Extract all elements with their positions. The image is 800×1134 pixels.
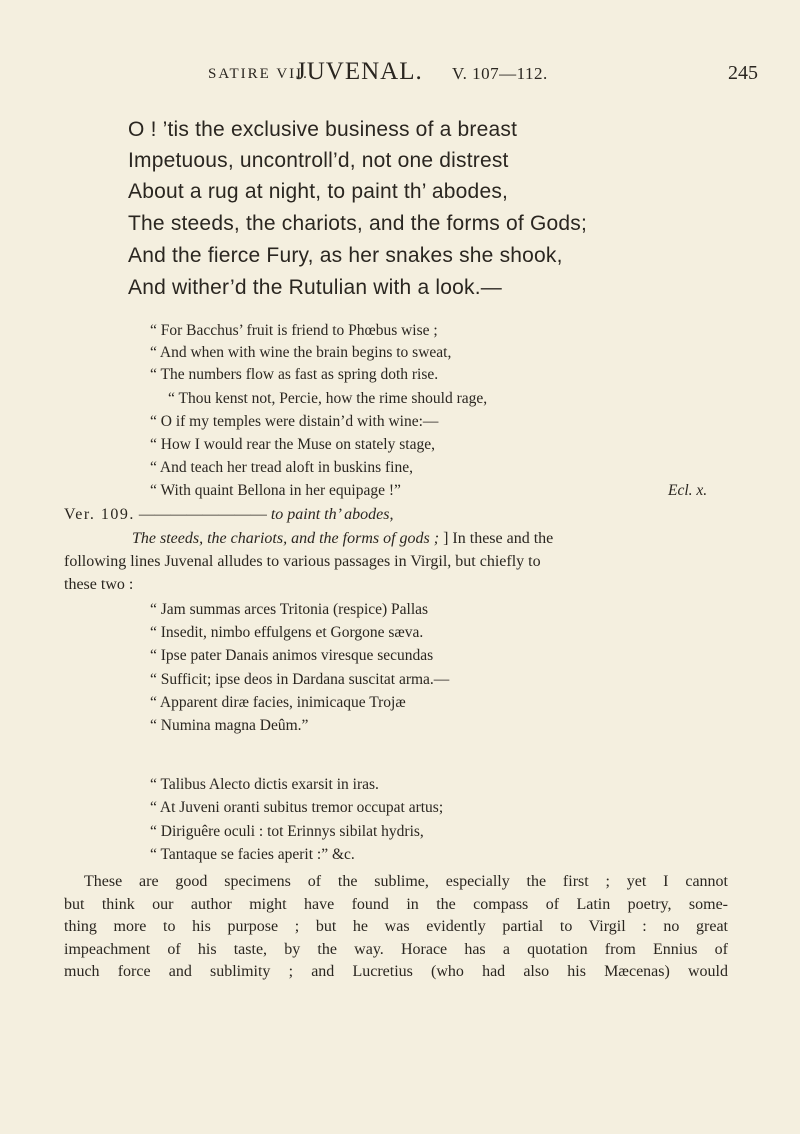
verse-line: And wither’d the Rutulian with a look.— xyxy=(128,276,502,299)
note-line-2 xyxy=(132,530,553,548)
quote-line: “ For Bacchus’ fruit is friend to Phœbus wise ; xyxy=(150,322,438,339)
paragraph-line: impeachment of his taste, by the way. Horace has a quotation from Ennius of xyxy=(64,940,728,958)
paragraph-line: much force and sublimity ; and Lucretius (who had also his Mæcenas) would xyxy=(64,963,728,981)
quote-line: “ Talibus Alecto dictis exarsit in iras. xyxy=(150,776,379,793)
quote-line: “ Thou kenst not, Percie, how the rime should rage, xyxy=(168,390,488,407)
verse-line: O ! ’tis the exclusive business of a breast xyxy=(128,118,518,141)
quote-line: “ Jam summas arces Tritonia (respice) Pallas xyxy=(150,601,429,618)
verse-line: The steeds, the chariots, and the forms of Gods; xyxy=(128,212,587,235)
verse-line: And the fierce Fury, as her snakes she shook, xyxy=(128,244,563,267)
quote-source: Ecl. x. xyxy=(668,482,708,499)
lemma-dash: ———————— xyxy=(138,506,267,523)
verse-line: Impetuous, uncontroll’d, not one distrest xyxy=(128,149,509,172)
paragraph-line: thing more to his purpose ; but he was evidently partial to Virgil : no great xyxy=(64,918,728,936)
quote-line: “ Insedit, nimbo effulgens et Gorgone sæva. xyxy=(150,624,424,641)
quote-line: “ Tantaque se facies aperit :” &c. xyxy=(150,846,355,863)
header-author: JUVENAL. xyxy=(296,58,423,85)
paragraph-line: These are good specimens of the sublime, especially the first ; yet I cannot xyxy=(84,873,728,890)
quote-line: “ Diriguêre oculi : tot Erinnys sibilat hydris, xyxy=(150,823,424,840)
paragraph-line: but think our author might have found in the compass of Latin poetry, some- xyxy=(64,895,728,913)
running-header xyxy=(0,58,800,98)
page-number: 245 xyxy=(728,62,758,84)
note-line-4: these two : xyxy=(64,576,134,593)
verse-line: About a rug at night, to paint th’ abodes, xyxy=(128,180,509,203)
quote-line: “ The numbers flow as fast as spring doth rise. xyxy=(150,366,439,383)
verse-reference: Ver. 109. xyxy=(64,506,135,523)
quote-line: “ At Juveni oranti subitus tremor occupat artus; xyxy=(150,799,444,816)
note-lemma-line xyxy=(64,506,394,524)
quote-line: “ And teach her tread aloft in buskins fine, xyxy=(150,459,413,476)
lemma-continued: The steeds, the chariots, and the forms of gods ; xyxy=(132,530,440,547)
quote-line: “ And when with wine the brain begins to sweat, xyxy=(150,344,452,361)
quote-line: “ How I would rear the Muse on stately stage, xyxy=(150,436,435,453)
header-line-range: V. 107—112. xyxy=(452,64,548,83)
quote-line: “ Ipse pater Danais animos viresque secundas xyxy=(150,647,434,664)
quote-line: “ O if my temples were distain’d with wine:— xyxy=(150,413,439,430)
header-satire: SATIRE VII. xyxy=(208,66,309,82)
quote-line: “ Numina magna Deûm.” xyxy=(150,717,309,734)
quote-line: “ With quaint Bellona in her equipage !” xyxy=(150,482,401,499)
note-line-3: following lines Juvenal alludes to various passages in Virgil, but chiefly to xyxy=(64,553,541,570)
commentary-paragraph xyxy=(64,871,728,984)
note-text: ] In these and the xyxy=(443,530,554,547)
quote-line: “ Sufficit; ipse deos in Dardana suscitat arma.— xyxy=(150,671,450,688)
lemma: to paint th’ abodes, xyxy=(270,506,394,523)
quote-line: “ Apparent diræ facies, inimicaque Trojæ xyxy=(150,694,406,711)
